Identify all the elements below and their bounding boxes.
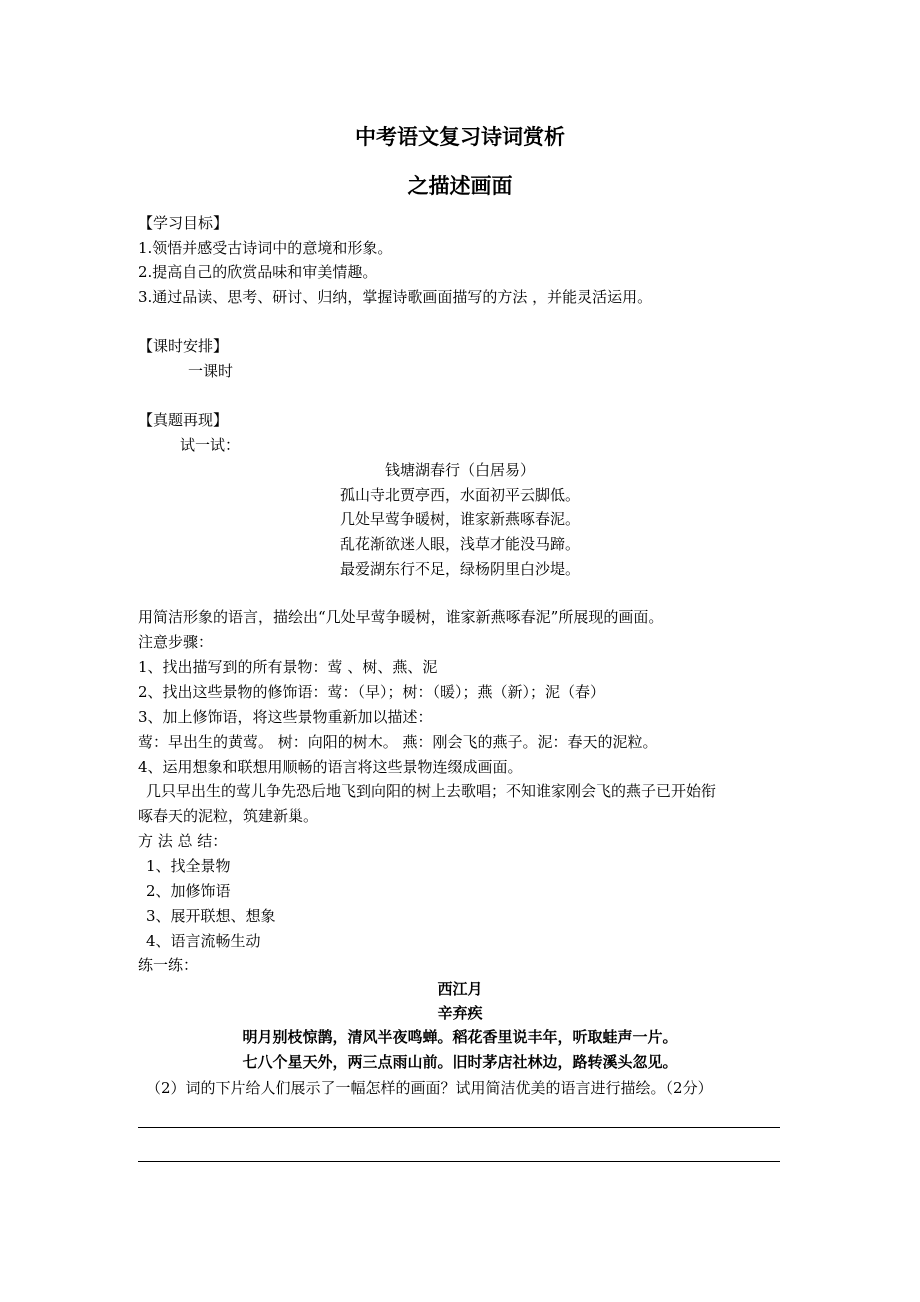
practice-poem-author: 辛弃疾 <box>437 1004 483 1022</box>
goal-item: 3.通过品读、思考、研讨、归纳，掌握诗歌画面描写的方法 ，并能灵活运用。 <box>138 288 653 306</box>
page-title: 中考语文复习诗词赏析 <box>355 125 565 149</box>
goals-heading: 【学习目标】 <box>138 214 229 232</box>
practice-poem-line: 七八个星天外，两三点雨山前。旧时茅店社林边，路转溪头忽见。 <box>242 1053 678 1071</box>
schedule-heading: 【课时安排】 <box>138 337 229 355</box>
goal-item: 2.提高自己的欣赏品味和审美情趣。 <box>138 263 378 281</box>
sample-answer-continued: 啄春天的泥粒，筑建新巢。 <box>138 807 319 825</box>
goal-item: 1.领悟并感受古诗词中的意境和形象。 <box>138 239 393 257</box>
answer-line[interactable] <box>138 1127 780 1128</box>
answer-line[interactable] <box>138 1161 780 1162</box>
method-item: 3、展开联想、想象 <box>146 907 276 925</box>
poem-line: 几处早莺争暖树，谁家新燕啄春泥。 <box>339 510 580 528</box>
practice-label: 练一练： <box>138 956 199 974</box>
method-item: 1、找全景物 <box>146 857 231 875</box>
try-label: 试一试： <box>180 436 241 454</box>
step-item: 2、找出这些景物的修饰语：莺：（早）；树：（暖）；燕（新）；泥（春） <box>138 683 606 701</box>
practice-poem-title: 西江月 <box>437 980 483 998</box>
method-item: 2、加修饰语 <box>146 882 231 900</box>
practice-question: （2）词的下片给人们展示了一幅怎样的画面？试用简洁优美的语言进行描绘。（2分） <box>146 1079 713 1097</box>
step-item: 4、运用想象和联想用顺畅的语言将这些景物连缀成画面。 <box>138 758 523 776</box>
schedule-value: 一课时 <box>188 362 234 380</box>
poem-title: 钱塘湖春行（白居易） <box>384 461 535 479</box>
step-item: 莺：早出生的黄莺。 树：向阳的树木。 燕：刚会飞的燕子。泥：春天的泥粒。 <box>138 733 658 751</box>
poem-line: 孤山寺北贾亭西，水面初平云脚低。 <box>339 486 580 504</box>
page-subtitle: 之描述画面 <box>407 174 513 198</box>
poem-line: 乱花渐欲迷人眼，浅草才能没马蹄。 <box>339 535 580 553</box>
method-item: 4、语言流畅生动 <box>146 932 261 950</box>
practice-poem-line: 明月别枝惊鹊，清风半夜鸣蝉。稻花香里说丰年，听取蛙声一片。 <box>242 1028 678 1046</box>
step-item: 1、找出描写到的所有景物：莺 、树、燕、泥 <box>138 658 438 676</box>
steps-label: 注意步骤： <box>138 633 214 651</box>
step-item: 3、加上修饰语，将这些景物重新加以描述： <box>138 708 433 726</box>
exam-heading: 【真题再现】 <box>138 411 229 429</box>
poem-line: 最爱湖东行不足，绿杨阴里白沙堤。 <box>339 560 580 578</box>
method-label: 方 法 总 结： <box>138 832 228 850</box>
sample-answer: 几只早出生的莺儿争先恐后地飞到向阳的树上去歌唱；不知谁家刚会飞的燕子已开始衔 <box>146 782 717 800</box>
exam-question: 用简洁形象的语言，描绘出“几处早莺争暖树，谁家新燕啄春泥”所展现的画面。 <box>138 608 664 626</box>
